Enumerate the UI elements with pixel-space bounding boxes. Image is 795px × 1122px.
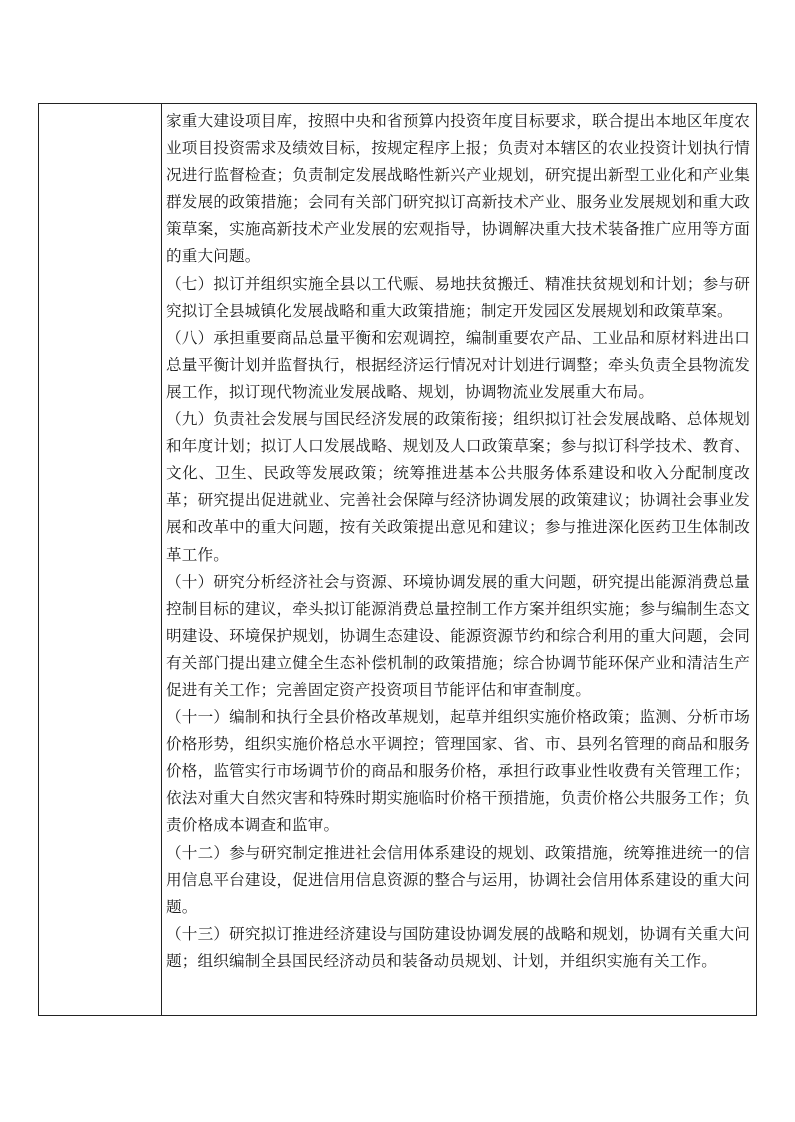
paragraph-item-11: （十一）编制和执行全县价格改革规划，起草并组织实施价格政策；监测、分析市场价格形势，组织实施价格总水平调控；管理国家、省、市、县列名管理的商品和服务价格，监管实行市场调节价的商品和服务价格，承担行政事业性收费有关管理工作；依法对重大自然灾害和特殊时期实施临时价格干预措施，负责价格公共服务工作；负责价格成本调查和监审。	[166, 708, 750, 835]
paragraph-item-10: （十）研究分析经济社会与资源、环境协调发展的重大问题，研究提出能源消费总量控制目标的建议，牵头拟订能源消费总量控制工作方案并组织实施；参与编制生态文明建设、环境保护规划，协调生态建设、能源资源节约和综合利用的重大问题，会同有关部门提出建立健全生态补偿机制的政策措施；综合协调节能环保产业和清洁生产促进有关工作；完善固定资产投资项目节能评估和审查制度。	[166, 572, 750, 699]
paragraph-item-9: （九）负责社会发展与国民经济发展的政策衔接；组织拟订社会发展战略、总体规划和年度计划；拟订人口发展战略、规划及人口政策草案；参与拟订科学技术、教育、文化、卫生、民政等发展政策；统筹推进基本公共服务体系建设和收入分配制度改革；研究提出促进就业、完善社会保障与经济协调发展的政策建议；协调社会事业发展和改革中的重大问题，按有关政策提出意见和建议；参与推进深化医药卫生体制改革工作。	[166, 410, 750, 564]
paragraph-item-8: （八）承担重要商品总量平衡和宏观调控，编制重要农产品、工业品和原材料进出口总量平衡计划并监督执行，根据经济运行情况对计划进行调整；牵头负责全县物流发展工作，拟订现代物流业发展战略、规划，协调物流业发展重大布局。	[166, 328, 750, 401]
paragraph-continuation: 家重大建设项目库，按照中央和省预算内投资年度目标要求，联合提出本地区年度农业项目投资需求及绩效目标，按规定程序上报；负责对本辖区的农业投资计划执行情况进行监督检查；负责制定发展战略性新兴产业规划，研究提出新型工业化和产业集群发展的政策措施；会同有关部门研究拟订高新技术产业、服务业发展规划和重大政策草案，实施高新技术产业发展的宏观指导，协调解决重大技术装备推广应用等方面的重大问题。	[166, 112, 750, 266]
duty-table	[38, 103, 757, 1016]
paragraph-item-7: （七）拟订并组织实施全县以工代赈、易地扶贫搬迁、精准扶贫规划和计划；参与研究拟订全县城镇化发展战略和重大政策措施；制定开发园区发展规划和政策草案。	[166, 274, 750, 320]
paragraph-item-13: （十三）研究拟订推进经济建设与国防建设协调发展的战略和规划，协调有关重大问题；组织编制全县国民经济动员和装备动员规划、计划，并组织实施有关工作。	[166, 924, 750, 970]
table-label-cell	[39, 104, 162, 1015]
table-content-cell	[162, 104, 756, 1015]
paragraph-item-12: （十二）参与研究制定推进社会信用体系建设的规划、政策措施，统筹推进统一的信用信息平台建设，促进信用信息资源的整合与运用，协调社会信用体系建设的重大问题。	[166, 843, 750, 916]
